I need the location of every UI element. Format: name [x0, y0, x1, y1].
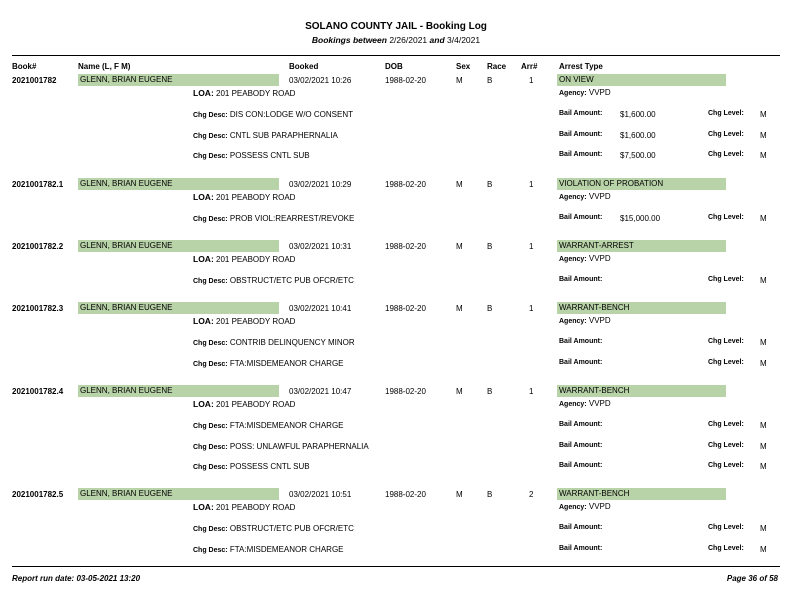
booked-datetime: 03/02/2021 10:31 [289, 242, 352, 251]
chg-level-label: Chg Level: [708, 544, 744, 552]
date-of-birth: 1988-02-20 [385, 242, 426, 251]
chg-level-value: M [760, 441, 767, 451]
col-race: Race [487, 62, 507, 71]
location-of-arrest [193, 316, 295, 326]
header-rule-top [12, 55, 780, 56]
chg-desc-label: Chg Desc: [193, 216, 228, 223]
loa-value: 201 PEABODY ROAD [216, 193, 296, 202]
bail-amount-value: $7,500.00 [620, 151, 656, 160]
bail-amount-label: Bail Amount: [559, 358, 603, 366]
chg-level-label: Chg Level: [708, 421, 744, 428]
sex-value: M [456, 242, 463, 251]
date-to: 3/4/2021 [447, 35, 481, 45]
bail-amount-label: Bail Amount: [559, 338, 603, 345]
footer-rule [12, 566, 780, 567]
col-booked: Booked [289, 62, 319, 71]
book-number: 2021001782.4 [12, 387, 64, 396]
agency-label: Agency: [559, 256, 587, 263]
chg-desc-value: FTA:MISDEMEANOR CHARGE [229, 544, 344, 554]
race-value: B [487, 490, 493, 499]
date-of-birth: 1988-02-20 [385, 490, 426, 499]
date-of-birth: 1988-02-20 [385, 180, 426, 189]
book-number: 2021001782.3 [12, 304, 64, 313]
book-number: 2021001782.5 [12, 490, 64, 499]
charge-description [193, 151, 310, 160]
arrest-type: WARRANT-BENCH [557, 302, 726, 314]
col-book: Book# [12, 62, 37, 71]
charge-description [193, 524, 354, 533]
charge-description [193, 359, 344, 368]
chg-desc-label: Chg Desc: [193, 278, 228, 285]
chg-level-value: M [760, 544, 767, 554]
booked-datetime: 03/02/2021 10:51 [289, 490, 352, 499]
bail-amount-label: Bail Amount: [559, 462, 603, 469]
chg-level-value: M [760, 110, 767, 119]
chg-desc-value: CONTRIB DELINQUENCY MINOR [229, 338, 355, 347]
bail-amount-label: Bail Amount: [559, 214, 603, 221]
sex-value: M [456, 180, 463, 189]
agency-label: Agency: [559, 504, 587, 511]
arrest-type: WARRANT-ARREST [557, 240, 726, 252]
booked-datetime: 03/02/2021 10:47 [289, 387, 352, 396]
loa-label: LOA: [193, 316, 214, 326]
inmate-name: GLENN, BRIAN EUGENE [78, 385, 279, 397]
col-sex: Sex [456, 62, 471, 71]
date-from: 2/26/2021 [389, 35, 428, 45]
agency [559, 254, 611, 263]
sex-value: M [456, 76, 463, 85]
chg-desc-value: PROB VIOL:REARREST/REVOKE [229, 214, 355, 223]
charge-description [193, 338, 355, 347]
agency-value: VVPD [588, 192, 611, 201]
inmate-name: GLENN, BRIAN EUGENE [78, 74, 279, 86]
booked-datetime: 03/02/2021 10:41 [289, 304, 352, 313]
agency-value: VVPD [588, 254, 611, 263]
subtitle-and: and [429, 35, 445, 45]
date-of-birth: 1988-02-20 [385, 76, 426, 85]
chg-level-value: M [760, 130, 767, 140]
arrest-number: 1 [529, 242, 534, 251]
charge-description [193, 110, 353, 119]
bail-amount-label: Bail Amount: [559, 151, 603, 158]
charge-description [193, 462, 310, 471]
chg-desc-value: FTA:MISDEMEANOR CHARGE [229, 358, 344, 368]
bail-amount-value: $1,600.00 [620, 110, 656, 119]
booked-datetime: 03/02/2021 10:26 [289, 76, 352, 85]
agency-value: VVPD [588, 502, 611, 511]
agency [559, 502, 611, 511]
chg-level-label: Chg Level: [708, 110, 744, 117]
book-number: 2021001782.2 [12, 242, 64, 251]
chg-level-value: M [760, 276, 767, 285]
loa-label: LOA: [193, 502, 214, 512]
chg-desc-label: Chg Desc: [193, 132, 228, 140]
agency-label: Agency: [559, 318, 587, 325]
arrest-type: ON VIEW [557, 74, 726, 86]
chg-level-label: Chg Level: [708, 338, 744, 345]
col-arrest-type: Arrest Type [559, 62, 603, 71]
sex-value: M [456, 387, 463, 396]
agency [559, 88, 611, 97]
bail-amount-value: $1,600.00 [620, 130, 656, 140]
arrest-number: 1 [529, 387, 534, 396]
chg-desc-label: Chg Desc: [193, 443, 228, 451]
loa-label: LOA: [193, 192, 214, 202]
chg-desc-label: Chg Desc: [193, 464, 228, 471]
chg-level-label: Chg Level: [708, 130, 744, 138]
chg-level-value: M [760, 524, 767, 533]
charge-description [193, 131, 338, 140]
race-value: B [487, 387, 493, 396]
chg-level-label: Chg Level: [708, 441, 744, 449]
chg-desc-value: POSS: UNLAWFUL PARAPHERNALIA [229, 441, 369, 451]
agency [559, 399, 611, 408]
loa-value: 201 PEABODY ROAD [216, 503, 296, 512]
chg-level-label: Chg Level: [708, 462, 744, 469]
inmate-name: GLENN, BRIAN EUGENE [78, 302, 279, 314]
agency [559, 316, 611, 325]
bail-amount-label: Bail Amount: [559, 441, 603, 449]
page-number: Page 36 of 58 [726, 574, 778, 583]
chg-desc-label: Chg Desc: [193, 112, 228, 119]
sex-value: M [456, 304, 463, 313]
chg-level-label: Chg Level: [708, 151, 744, 158]
chg-desc-value: FTA:MISDEMEANOR CHARGE [229, 421, 344, 430]
chg-level-value: M [760, 151, 767, 160]
arrest-type: WARRANT-BENCH [557, 385, 726, 397]
chg-level-label: Chg Level: [708, 214, 744, 221]
agency [559, 192, 611, 201]
race-value: B [487, 76, 493, 85]
charge-description [193, 545, 344, 554]
chg-desc-label: Chg Desc: [193, 526, 228, 533]
bail-amount-label: Bail Amount: [559, 524, 603, 531]
charge-description [193, 276, 354, 285]
chg-level-label: Chg Level: [708, 276, 744, 283]
bail-amount-label: Bail Amount: [559, 544, 603, 552]
chg-desc-value: POSSESS CNTL SUB [229, 151, 310, 160]
col-name: Name (L, F M) [78, 62, 131, 71]
chg-level-label: Chg Level: [708, 524, 744, 531]
loa-label: LOA: [193, 399, 214, 409]
col-arr: Arr# [521, 62, 538, 71]
charge-description [193, 421, 344, 430]
sex-value: M [456, 490, 463, 499]
bail-amount-value: $15,000.00 [620, 214, 661, 223]
bail-amount-label: Bail Amount: [559, 421, 603, 428]
chg-desc-value: OBSTRUCT/ETC PUB OFCR/ETC [229, 524, 354, 533]
book-number: 2021001782 [12, 76, 57, 85]
arrest-number: 2 [529, 490, 534, 499]
chg-desc-value: DIS CON:LODGE W/O CONSENT [229, 110, 353, 119]
chg-level-value: M [760, 421, 767, 430]
arrest-number: 1 [529, 304, 534, 313]
loa-label: LOA: [193, 254, 214, 264]
agency-label: Agency: [559, 194, 587, 201]
charge-description [193, 442, 369, 451]
report-subtitle [0, 35, 792, 45]
loa-value: 201 PEABODY ROAD [216, 255, 296, 264]
chg-desc-label: Chg Desc: [193, 360, 228, 368]
loa-value: 201 PEABODY ROAD [216, 317, 296, 326]
inmate-name: GLENN, BRIAN EUGENE [78, 488, 279, 500]
chg-level-label: Chg Level: [708, 358, 744, 366]
booked-datetime: 03/02/2021 10:29 [289, 180, 352, 189]
charge-description [193, 214, 354, 223]
agency-label: Agency: [559, 90, 587, 97]
chg-level-value: M [760, 338, 767, 347]
arrest-number: 1 [529, 76, 534, 85]
race-value: B [487, 304, 493, 313]
chg-desc-label: Chg Desc: [193, 340, 228, 347]
col-dob: DOB [385, 62, 403, 71]
location-of-arrest [193, 88, 295, 98]
subtitle-prefix: Bookings between [311, 35, 387, 45]
bail-amount-label: Bail Amount: [559, 276, 603, 283]
chg-level-value: M [760, 462, 767, 471]
chg-desc-value: OBSTRUCT/ETC PUB OFCR/ETC [229, 276, 354, 285]
arrest-number: 1 [529, 180, 534, 189]
date-of-birth: 1988-02-20 [385, 387, 426, 396]
location-of-arrest [193, 399, 295, 409]
loa-label: LOA: [193, 88, 214, 98]
chg-desc-label: Chg Desc: [193, 423, 228, 430]
location-of-arrest [193, 192, 295, 202]
loa-value: 201 PEABODY ROAD [216, 400, 296, 409]
report-title: SOLANO COUNTY JAIL - Booking Log [305, 21, 487, 32]
chg-desc-value: CNTL SUB PARAPHERNALIA [229, 130, 338, 140]
loa-value: 201 PEABODY ROAD [216, 89, 296, 98]
book-number: 2021001782.1 [12, 180, 64, 189]
report-run-date: Report run date: 03-05-2021 13:20 [12, 574, 141, 583]
bail-amount-label: Bail Amount: [559, 130, 603, 138]
inmate-name: GLENN, BRIAN EUGENE [78, 178, 279, 190]
agency-value: VVPD [588, 316, 611, 325]
arrest-type: VIOLATION OF PROBATION [557, 178, 726, 190]
chg-level-value: M [760, 358, 767, 368]
race-value: B [487, 180, 493, 189]
agency-label: Agency: [559, 401, 587, 408]
bail-amount-label: Bail Amount: [559, 110, 603, 117]
chg-level-value: M [760, 214, 767, 223]
location-of-arrest [193, 254, 295, 264]
race-value: B [487, 242, 493, 251]
chg-desc-value: POSSESS CNTL SUB [229, 462, 310, 471]
inmate-name: GLENN, BRIAN EUGENE [78, 240, 279, 252]
agency-value: VVPD [588, 88, 611, 97]
agency-value: VVPD [588, 399, 611, 408]
chg-desc-label: Chg Desc: [193, 546, 228, 554]
arrest-type: WARRANT-BENCH [557, 488, 726, 500]
date-of-birth: 1988-02-20 [385, 304, 426, 313]
chg-desc-label: Chg Desc: [193, 153, 228, 160]
location-of-arrest [193, 502, 295, 512]
